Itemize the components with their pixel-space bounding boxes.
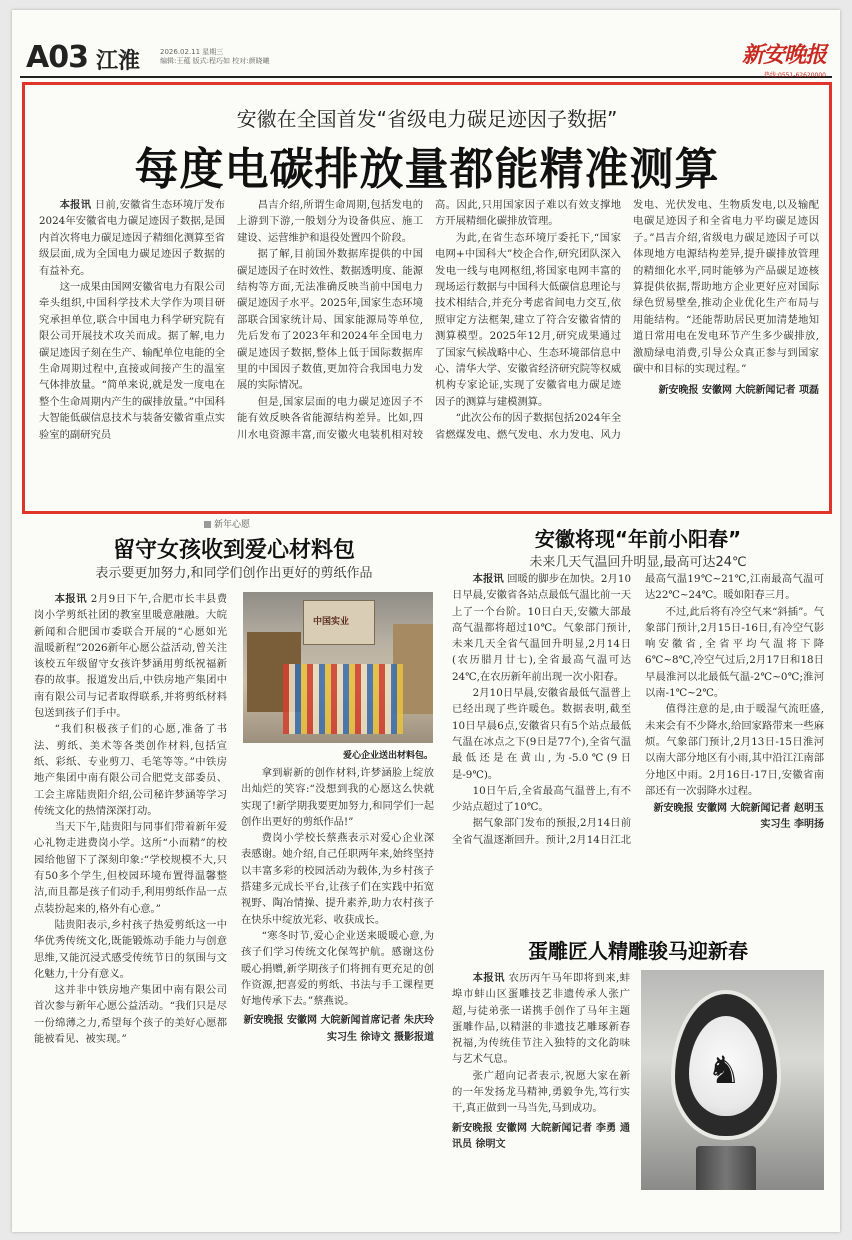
lead-kicker: 安徽在全国首发“省级电力碳足迹因子数据”	[236, 107, 618, 131]
weather-headline: 安徽将现“年前小阳春”	[534, 527, 742, 551]
dateline: 本报讯	[59, 199, 92, 211]
article-subheadline: 表示要更加努力,和同学们创作出更好的剪纸作品	[95, 566, 373, 581]
gift-package-photo[interactable]	[243, 592, 433, 743]
article-girl-gift[interactable]	[34, 515, 434, 1220]
byline: 新安晚报 安徽网 大皖新闻记者 李勇 通讯员 徐明文	[452, 1122, 630, 1150]
egg-carving-body[interactable]	[452, 970, 630, 1220]
carved-egg	[671, 990, 781, 1140]
paragraph: 不过,此后将有冷空气来“斜插”。气象部门预计,2月15日-16日,有冷空气影响安徽省,全省平均气温将下降6℃~8℃,冷空气过后,2月17日和18日早晨淮河以北最低气温-2℃~0℃;淮河以南-1℃~2℃。	[645, 605, 824, 700]
weather-body[interactable]	[452, 571, 824, 911]
paragraph: 这并非中铁房地产集团中南有限公司首次参与新年心愿公益活动。“我们只是尽一份绵薄之力,希望每个孩子的美好心愿都能被看见、被实现。”	[34, 984, 227, 1046]
paragraph: “我们积极孩子们的心愿,准备了书法、剪纸、美术等各类创作材料,包括宣纸、彩纸、专业剪刀、毛笔等等。”中铁房地产集团中南有限公司合肥党支部委员、工会主席陆贵阳介绍,公司秘许梦涵等学习传统文化的热情深深打动。	[34, 723, 227, 817]
header-meta	[160, 48, 270, 66]
article-headline: 留守女孩收到爱心材料包	[112, 538, 355, 563]
paragraph: 昌吉介绍,所谓生命周期,包括发电的上游到下游,一般划分为设备供应、施工建设、运营维护和退役处置四个阶段。	[237, 199, 423, 244]
paragraph: “此次公布的因子数据包括2024年全省燃煤发电、燃气发电、水力发电、风力发电、光伏发电、生物质发电,以及输配电碳足迹因子和全省电力平均碳足迹因子。”昌吉介绍,省级电力碳足迹因子可以体现地方电源结构差异,提升碳排放管理的精细化水平,同时能够为产品碳足迹核算提供依据,帮助地方企业更好应对国际绿色贸易壁垒,推动企业优化生产布局与用能结构。“还能帮助居民更加清楚地知道日常用电在发电环节产生多少碳排放,激励绿电消费,引导公众真正参与到国家碳中和目标的实现过程。”	[435, 199, 819, 441]
byline: 新安晚报 安徽网 大皖新闻记者 赵明玉 实习生 李明扬	[653, 803, 824, 831]
paragraph: 本报讯 回暖的脚步在加快。2月10日早晨,安徽省各站点最低气温比前一天上了一个台阶。10日白天,安徽大部最高气温都将超过10℃。气象部门预计,未来几天全省气温回升明显,2月14日(农历腊月廿七),全省最高气温可达24℃,在农历新年前出现一次小阳春。	[452, 573, 632, 683]
header-editors: 编辑:王蕴 版式:程巧如 校对:颜晓曦	[160, 57, 270, 65]
right-column	[452, 515, 824, 1220]
byline: 新安晚报 安徽网 大皖新闻首席记者 朱庆玲 实习生 徐诗文 摄影报道	[243, 1015, 434, 1043]
paragraph: “寒冬时节,爱心企业送来暖暖心意,为孩子们学习传统文化保驾护航。感谢这份暖心捐赠,新学期孩子们将拥有更充足的创作资源,把喜爱的剪纸、书法与手工课程更好地传承下去。”蔡燕说。	[241, 929, 434, 1008]
egg-stand	[696, 1146, 756, 1190]
paragraph: 这一成果由国网安徽省电力有限公司牵头组织,中国科学技术大学作为项目研究承担单位,联合中国电力科学研究院有限公司开展技术攻关而成。据了解,电力碳足迹因子刻在生产、输配单位电能的全生命周期过程中,直接或间接产生的温室气体排放量。“简单来说,就是发一度电在整个生命周期内产生的碳排放量。”中国科大智能低碳信息技术与装备安徽省重点实验室的副研究员	[39, 281, 225, 441]
paragraph: 但是,国家层面的电力碳足迹因子不能有效反映各省能源结构差异。比如,四川水电资源丰富,而安徽火电装机相对较高。因此,只用国家因子难以有效支撑地方开展精细化碳排放管理。	[237, 199, 621, 441]
lead-body	[39, 197, 819, 497]
box-label: 中国实业	[313, 617, 350, 627]
newspaper-page	[12, 10, 840, 1232]
paragraph: 为此,在省生态环境厅委托下,“国家电网+中国科大”校企合作,研究团队深入发电一线与电网枢纽,将国家电网丰富的现场运行数据与中国科大低碳信息理论与技术相结合,并充分考虑省间电力交互,依照审定方法框架,建立了符合安徽省情的测算模型。2025年12月,研究成果通过了国家气候战略中心、生态环境部信息中心、清华大学、安徽省经济研究院等权威机构专家论证,实现了安徽省电力碳足迹因子的测算与建模测算。	[435, 231, 621, 408]
paragraph: 当天下午,陆贵阳与同事们带着新年爱心礼物走进费岗小学。这所“小而精”的校园给他留下了深刻印象:“学校规模不大,只有50多个学生,但校园环境布置得温馨整洁,而且都是孩子们动手,利用剪纸作品一点点装扮起来的,格外有心意。”	[34, 821, 227, 915]
dateline: 本报讯	[472, 573, 504, 585]
paragraph: 据气象部门发布的预报,2月14日前全省气温逐渐回升。预计,2月14日江北最高气温19℃~21℃,江南最高气温可达22℃~24℃。暖如阳春三月。	[452, 573, 824, 846]
paragraph: 10日午后,全省最高气温普上,有不少站点超过了10℃。	[452, 784, 631, 814]
lead-article[interactable]	[22, 82, 832, 514]
masthead-logo: 新安晚报	[741, 42, 826, 68]
paragraph: 张广超向记者表示,祝愿大家在新的一年发扬龙马精神,勇毅争先,笃行实干,真正做到一马当先,马到成功。	[452, 1069, 630, 1115]
header-date: 2026.02.11 星期三	[160, 48, 224, 56]
horse-icon: ♞	[707, 1048, 742, 1092]
page-header	[20, 38, 832, 78]
weather-subheadline: 未来几天气温回升明显,最高可达24℃	[529, 555, 747, 570]
paragraph: 本报讯 2月9日下午,合肥市长丰县费岗小学剪纸社团的教室里暖意融融。大皖新闻和合肥国市委联合开展的“心愿如光 温暖新程”2026新年心愿公益活动,曾关注该校五年级留守女孩许梦涵用剪纸祝福新春的故事。报道发出后,中铁房地产集团中南有限公司与记者取得联系,并将剪纸材料包送到孩子们手中。	[34, 593, 228, 720]
paragraph: 据了解,目前国外数据库提供的中国碳足迹因子在时效性、数据透明度、能源结构等方面,无法准确反映当前中国电力碳足迹因子水平。2025年,国家生态环境部联合国家统计局、国家能源局等单位,先后发布了2023年和2024年全国电力碳足迹因子数据,整体上低于国际数据库里的中国因子数值,更加符合我国电力发展的实际情况。	[237, 248, 423, 392]
page-number: A03	[26, 40, 88, 75]
dateline: 本报讯	[54, 593, 88, 605]
photo-caption: 爱心企业送出材料包。	[342, 751, 433, 761]
section-name: 江淮	[96, 48, 141, 74]
paragraph: 值得注意的是,由于暖湿气流旺盛,未来会有不少降水,给回家路带来一些麻烦。气象部门预计,2月13日-15日淮河以南大部分地区有小雨,其中沿江江南部分地区中雨。2月16日-17日,安徽省南部还有一次弱降水过程。	[645, 703, 824, 797]
lead-headline: 每度电碳排放量都能精准测算	[134, 144, 720, 195]
paragraph: 陆贵阳表示,乡村孩子热爱剪纸这一中华优秀传统文化,既能锻炼动手能力与创意思维,又能沉浸式感受传统节日的氛围与文化魅力,十分有意义。	[34, 918, 227, 980]
column-tag: 新年心愿	[204, 517, 250, 530]
masthead	[736, 38, 826, 79]
paragraph: 2月10日早晨,安徽省最低气温普上已经出现了些许暖色。数据表明,截至10日早晨6点,安徽省只有5个站点最低气温在冰点之下(9日是77个),全省气温最低还是在黄山,为-5.0℃(9日是-9℃)。	[452, 687, 631, 781]
materials-tray	[283, 664, 403, 734]
egg-window	[689, 1016, 763, 1116]
masthead-hotline: 热线:0551-62620000	[764, 72, 826, 79]
paragraph: 拿到崭新的创作材料,许梦涵脸上绽放出灿烂的笑容:“没想到我的心愿这么快就实现了!新学期我要更加努力,和同学们一起创作出更好的剪纸作品!”	[241, 767, 434, 828]
paragraph: 费岗小学校长蔡燕表示对爱心企业深表感谢。她介绍,自己任职两年来,始终坚持以丰富多彩的校园活动为载体,为乡村孩子搭建多元成长平台,让孩子们在实践中拓宽视野、陶冶情操、提升素养,助力农村孩子在快乐中绽放光彩、收获成长。	[241, 832, 434, 926]
byline: 新安晚报 安徽网 大皖新闻记者 项磊	[658, 385, 819, 397]
paragraph: 本报讯 农历丙午马年即将到来,蚌埠市蚌山区蛋雕技艺非遗传承人张广超,与徒弟张一诺携手创作了马年主题蛋雕作品,以精湛的非遗技艺雕琢新春祝福,为传统佳节注入独特的文化韵味与艺术气息。	[452, 972, 631, 1066]
egg-carving-headline: 蛋雕匠人精雕骏马迎新春	[528, 939, 748, 963]
dateline: 本报讯	[472, 972, 505, 984]
egg-carving-photo[interactable]	[641, 970, 824, 1190]
paragraph: 本报讯 日前,安徽省生态环境厅发布2024年安徽省电力碳足迹因子数据,是国内首次将电力碳足迹因子精细化测算至省级层面,成为全国电力碳足迹因子数据的有益补充。	[39, 199, 226, 277]
